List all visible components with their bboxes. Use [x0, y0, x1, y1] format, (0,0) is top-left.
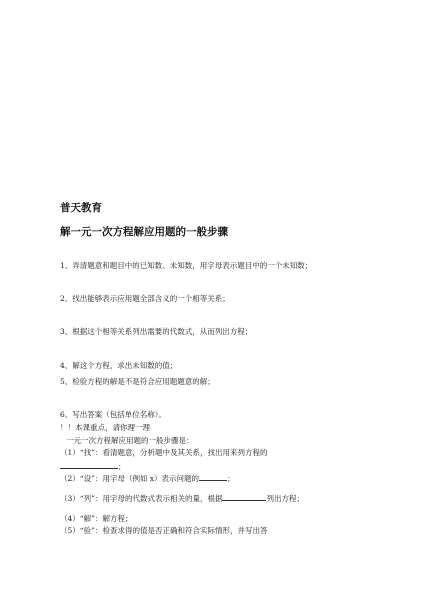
review-step-2-text: （2）“设”：用字母（例如 x）表示问题的: [60, 474, 200, 483]
review-intro: ！！本课重点，请你理一理: [60, 423, 150, 432]
review-step-5: （5）“验”：检查求得的值是否正确和符合实际情形，并写出答: [60, 526, 268, 535]
doc-title: 解一元一次方程解应用题的一般步骤: [60, 226, 228, 238]
fill-blank: [199, 472, 227, 481]
step-4: 4、解这个方程，求出未知数的值；: [60, 361, 178, 370]
fill-blank: [60, 460, 118, 469]
review-step-3-end: 列出方程；: [266, 494, 304, 503]
review-step-4: （4）“解”：解方程；: [60, 514, 133, 523]
step-5: 5、检验方程的解是不是符合应用题题意的解；: [60, 377, 215, 386]
review-step-2: [60, 472, 235, 484]
review-step-1-blank-line: [60, 460, 126, 472]
review-subtitle: 一元一次方程解应用题的一般步骤是：: [66, 436, 194, 445]
review-step-3-text: （3）“列”：用字母的代数式表示相关的量，根据: [60, 494, 223, 503]
review-step-2-end: ；: [227, 474, 235, 483]
step-6: 6、写出答案（包括单位名称）。: [60, 410, 167, 419]
review-step-3: [60, 492, 304, 504]
review-step-1: （1）“找”：看清题意，分析题中及其关系，找出用来列方程的: [60, 448, 268, 457]
org-name: 普天教育: [60, 202, 102, 214]
step-3: 3、根据这个相等关系列出需要的代数式，从而列出方程；: [60, 327, 253, 336]
step-1: 1、弄清题意和题目中的已知数、未知数，用字母表示题目中的一个未知数；: [60, 261, 313, 270]
step-2: 2、找出能够表示应用题全部含义的一个相等关系；: [60, 294, 230, 303]
review-step-1-end: ；: [118, 462, 126, 471]
fill-blank: [222, 492, 266, 501]
